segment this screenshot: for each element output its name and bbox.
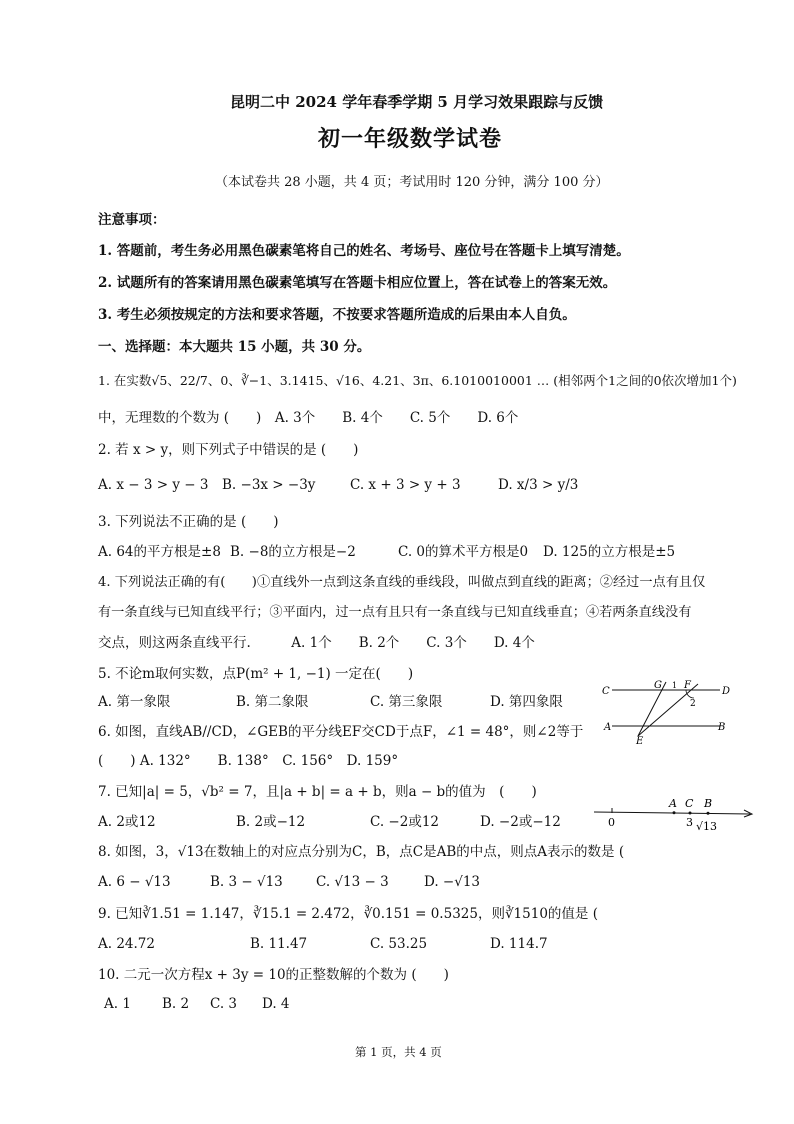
note-item: 3. 考生必须按规定的方法和要求答题，不按要求答题所造成的后果由本人自负。	[98, 307, 576, 323]
question-8-option-c: C. √13 − 3	[316, 874, 389, 890]
section-heading: 一、选择题：本大题共 15 小题，共 30 分。	[98, 339, 371, 355]
question-3-option-c: C. 0的算术平方根是0	[398, 544, 529, 560]
number-line-axis	[594, 812, 750, 814]
question-7-option-d: D. −2或−12	[480, 814, 561, 830]
question-1-line1: 1. 在实数√5、22/7、0、∛−1、3.1415、√16、4.21、3π、6.1010010001 … (相邻两个1之间的0依次增加1个)	[98, 373, 737, 388]
question-6-line1: 6. 如图，直线AB//CD，∠GEB的平分线EF交CD于点F，∠1 = 48°，则∠2等于	[98, 724, 584, 740]
question-2-option-a: A. x − 3 > y − 3	[98, 477, 209, 493]
label-a: A	[669, 797, 677, 810]
label-d: D	[722, 686, 731, 697]
question-7-option-b: B. 2或−12	[236, 814, 306, 830]
question-10-option-b: B. 2	[162, 996, 190, 1012]
question-8-option-d: D. −√13	[424, 874, 481, 890]
label-angle-2: 2	[690, 699, 696, 709]
question-9-stem: 9. 已知∛1.51 = 1.147，∛15.1 = 2.472，∛0.151 = 0.5325，则∛1510的值是 (	[98, 906, 598, 922]
question-10-option-c: C. 3	[210, 996, 238, 1012]
parallel-lines-figure	[598, 674, 738, 744]
label-b: B	[704, 797, 713, 810]
question-3-option-b: B. −8的立方根是−2	[230, 544, 356, 560]
question-9-option-a: A. 24.72	[98, 936, 155, 952]
page-number: 第 1 页，共 4 页	[355, 1045, 442, 1059]
question-3-stem: 3. 下列说法不正确的是 ( )	[98, 514, 279, 530]
note-item: 2. 试题所有的答案请用黑色碳素笔填写在答题卡相应位置上，答在试卷上的答案无效。	[98, 275, 617, 291]
label-a: A	[604, 722, 612, 733]
question-8-option-b: B. 3 − √13	[210, 874, 283, 890]
question-10-option-d: D. 4	[262, 996, 290, 1012]
question-5-option-c: C. 第三象限	[370, 694, 443, 710]
notes-heading: 注意事项：	[98, 212, 166, 228]
question-5-option-b: B. 第二象限	[236, 694, 309, 710]
question-9-option-d: D. 114.7	[490, 936, 548, 952]
label-c: C	[685, 797, 694, 810]
question-10-option-a: A. 1	[104, 996, 131, 1012]
point-c	[689, 812, 692, 815]
question-4-line1: 4. 下列说法正确的有( )①直线外一点到这条直线的垂线段，叫做点到直线的距离；②经过一点有且仅	[98, 575, 706, 590]
question-4-line3: 交点，则这两条直线平行. A. 1个 B. 2个 C. 3个 D. 4个	[98, 635, 535, 651]
point-a	[673, 811, 676, 814]
question-7-stem: 7. 已知|a| = 5，√b² = 7，且|a + b| = a + b，则a − b的值为 ( )	[98, 784, 537, 800]
question-2-option-b: B. −3x > −3y	[222, 477, 316, 493]
question-2-option-d: D. x/3 > y/3	[498, 477, 579, 493]
label-c: C	[602, 686, 610, 697]
question-9-option-b: B. 11.47	[250, 936, 308, 952]
question-5-stem: 5. 不论m取何实数，点P(m² + 1, −1) 一定在( )	[98, 666, 414, 682]
label-three: 3	[686, 816, 693, 829]
question-8-option-a: A. 6 − √13	[98, 874, 171, 890]
question-3-option-d: D. 125的立方根是±5	[543, 544, 676, 560]
question-8-stem: 8. 如图，3，√13在数轴上的对应点分别为C，B，点C是AB的中点，则点A表示的数是 (	[98, 844, 625, 860]
school-header: 昆明二中 2024 学年春季学期 5 月学习效果跟踪与反馈	[230, 93, 604, 111]
question-3-option-a: A. 64的平方根是±8	[98, 544, 221, 560]
question-5-option-a: A. 第一象限	[98, 694, 171, 710]
note-item: 1. 答题前，考生务必用黑色碳素笔将自己的姓名、考场号、座位号在答题卡上填写清楚。	[98, 243, 630, 259]
question-2-option-c: C. x + 3 > y + 3	[350, 477, 461, 493]
label-b: B	[718, 722, 726, 733]
point-b	[707, 812, 710, 815]
question-10-stem: 10. 二元一次方程x + 3y = 10的正整数解的个数为 ( )	[98, 967, 449, 983]
label-f: F	[684, 680, 691, 691]
label-e: E	[636, 736, 644, 744]
number-line-figure	[590, 794, 758, 836]
question-7-option-a: A. 2或12	[98, 814, 156, 830]
page-title: 初一年级数学试卷	[318, 126, 503, 152]
question-9-option-c: C. 53.25	[370, 936, 428, 952]
question-2-stem: 2. 若 x > y，则下列式子中错误的是 ( )	[98, 442, 359, 458]
question-4-line2: 有一条直线与已知直线平行；③平面内，过一点有且只有一条直线与已知直线垂直；④若两条直线没有	[98, 605, 692, 620]
question-7-option-c: C. −2或12	[370, 814, 440, 830]
question-5-option-d: D. 第四象限	[490, 694, 563, 710]
question-1-line2: 中，无理数的个数为 ( ) A. 3个 B. 4个 C. 5个 D. 6个	[98, 410, 519, 426]
label-zero: 0	[608, 816, 615, 829]
label-sqrt13: √13	[696, 820, 718, 833]
exam-subtitle: （本试卷共 28 小题，共 4 页；考试用时 120 分钟，满分 100 分）	[215, 175, 609, 190]
line-ef	[638, 684, 698, 736]
label-angle-1: 1	[672, 681, 678, 690]
label-g: G	[654, 680, 662, 691]
question-6-line2: ( ) A. 132° B. 138° C. 156° D. 159°	[98, 753, 399, 769]
